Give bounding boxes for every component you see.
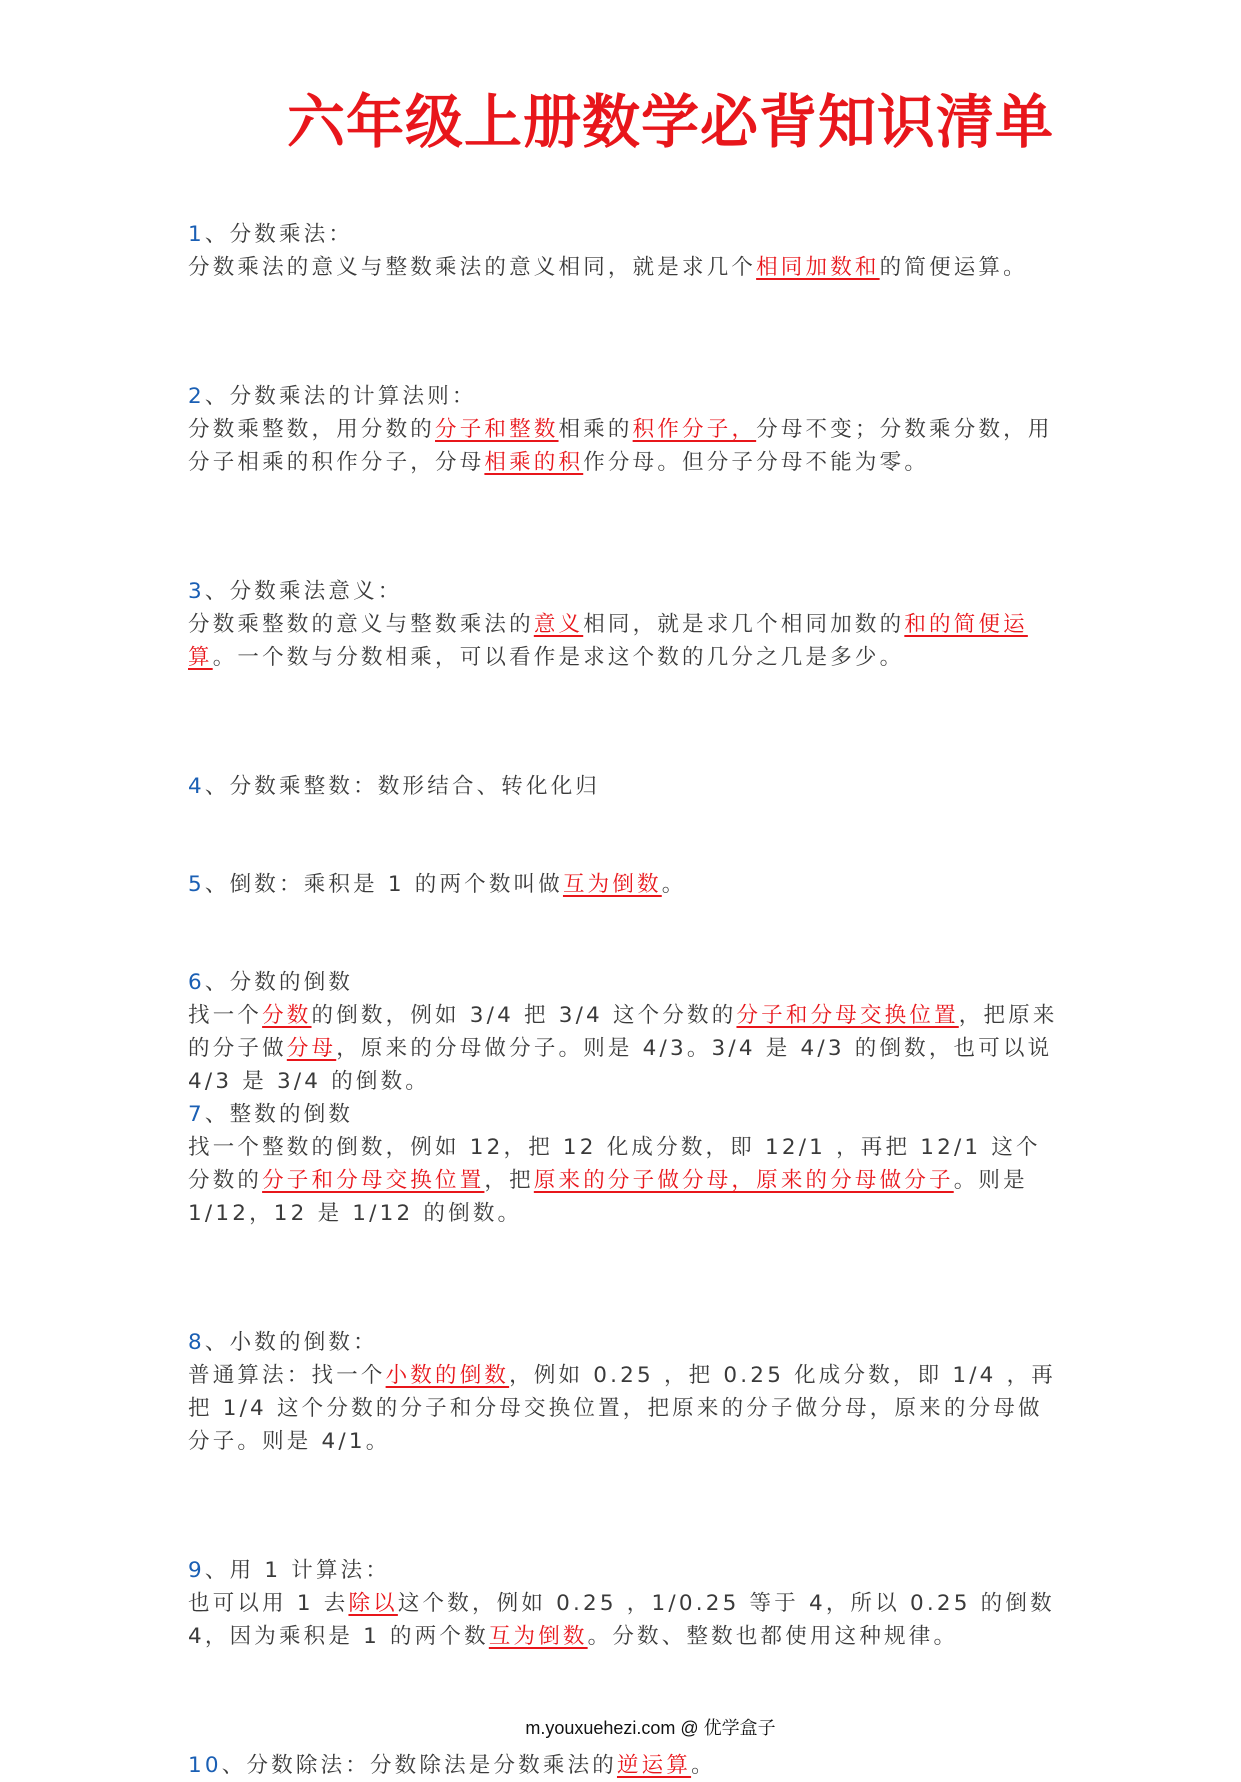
section-heading-text: 、倒数：乘积是 1 的两个数叫做 [204, 872, 563, 897]
section-body [188, 608, 1058, 674]
section-3 [188, 575, 1058, 674]
section-number: 4 [188, 774, 205, 799]
section-4 [188, 770, 1058, 803]
text-run: 的简便运算。 [879, 255, 1028, 280]
text-run: 。则是 1/12，12 是 1/12 的倒数。 [188, 1168, 1028, 1226]
section-1 [188, 218, 1058, 284]
knowledge-list [188, 218, 1058, 1782]
highlight-text: 互为倒数 [488, 1624, 588, 1649]
section-heading-text: 、小数的倒数： [204, 1330, 378, 1355]
section-number: 3 [188, 579, 205, 604]
text-run: 分母不变；分数乘分数，用分子相乘的积作分子，分母 [188, 417, 1053, 475]
text-run: 。分数、整数也都使用这种规律。 [587, 1624, 959, 1649]
section-body [188, 1587, 1058, 1653]
section-heading-text: 、用 1 计算法： [204, 1558, 391, 1583]
highlight-text: 积作分子， [632, 417, 757, 442]
text-run: 也可以用 1 去 [188, 1591, 349, 1616]
text-run: 相乘的 [558, 417, 633, 442]
text-run: 作分母。但分子分母不能为零。 [583, 450, 930, 475]
highlight-text: 分子和分母交换位置 [262, 1168, 485, 1193]
text-run: 分数乘法的意义与整数乘法的意义相同，就是求几个 [188, 255, 757, 280]
section-heading-text: 、整数的倒数 [204, 1102, 354, 1127]
footer-watermark: m.youxuehezi.com @ 优学盒子 [525, 1718, 776, 1738]
text-run: 这个数，例如 0.25 ，1/0.25 等于 4，所以 0.25 的倒数 4，因为乘积是 1 的两个数 [188, 1591, 1055, 1649]
section-heading [188, 770, 1058, 803]
section-heading-text: 、分数乘法意义： [204, 579, 403, 604]
section-heading [188, 575, 1058, 608]
text-run: 找一个整数的倒数，例如 12，把 12 化成分数，即 12/1 ，再把 12/1 这个分数的 [188, 1135, 1041, 1193]
text-run: 。 [661, 872, 687, 897]
section-number: 7 [188, 1102, 205, 1127]
highlight-text: 除以 [348, 1591, 398, 1616]
section-body [188, 999, 1058, 1098]
section-number: 10 [188, 1753, 222, 1778]
section-heading [188, 1326, 1058, 1359]
highlight-text: 原来的分子做分母，原来的分母做分子 [533, 1168, 954, 1193]
text-run: 。 [691, 1753, 716, 1778]
section-number: 6 [188, 970, 205, 995]
section-6 [188, 966, 1058, 1098]
highlight-text: 分母 [286, 1036, 337, 1061]
section-5 [188, 868, 1058, 901]
text-run: 找一个 [188, 1003, 263, 1028]
highlight-text: 互为倒数 [562, 872, 662, 897]
highlight-text: 分子和分母交换位置 [736, 1003, 959, 1028]
highlight-text: 逆运算 [616, 1753, 692, 1778]
section-9 [188, 1554, 1058, 1653]
section-heading [188, 1098, 1058, 1131]
text-run: ，例如 0.25 ，把 0.25 化成分数，即 1/4 ，再把 1/4 这个分数的分子和分母交换位置，把原来的分子做分母，原来的分母做分子。则是 4/1。 [188, 1363, 1056, 1454]
section-number: 5 [188, 872, 205, 897]
section-number: 1 [188, 222, 205, 247]
text-run: 分数乘整数，用分数的 [188, 417, 436, 442]
section-body [188, 251, 1058, 284]
section-heading-text: 、分数乘法的计算法则： [204, 384, 477, 409]
highlight-text: 小数的倒数 [385, 1363, 510, 1388]
section-heading-text: 、分数乘法： [204, 222, 354, 247]
section-heading-text: 、分数除法：分数除法是分数乘法的 [221, 1753, 617, 1778]
text-run: 。一个数与分数相乘，可以看作是求这个数的几分之几是多少。 [212, 645, 905, 670]
highlight-text: 相乘的积 [484, 450, 584, 475]
highlight-text: 相同加数和 [756, 255, 880, 280]
section-heading-text: 、分数乘整数：数形结合、转化化归 [204, 774, 601, 799]
section-number: 9 [188, 1558, 205, 1583]
highlight-text: 分数 [262, 1003, 312, 1028]
page-title: 六年级上册数学必背知识清单 [286, 88, 1054, 156]
section-heading [188, 966, 1058, 999]
text-run: 普通算法：找一个 [188, 1363, 386, 1388]
section-body [188, 1131, 1058, 1230]
section-heading [188, 218, 1058, 251]
section-body [188, 413, 1058, 479]
highlight-text: 和的简便运算 [188, 612, 1028, 670]
section-heading [188, 868, 1058, 901]
section-body [188, 1359, 1058, 1458]
text-run: ，把 [484, 1168, 534, 1193]
section-heading-text: 、分数的倒数 [204, 970, 354, 995]
section-number: 2 [188, 384, 205, 409]
section-heading [188, 380, 1058, 413]
text-run: ，原来的分母做分子。则是 4/3。3/4 是 4/3 的倒数，也可以说 4/3 是 3/4 的倒数。 [188, 1036, 1053, 1094]
text-run: 分数乘整数的意义与整数乘法的 [188, 612, 534, 637]
highlight-text: 意义 [533, 612, 584, 637]
section-8 [188, 1326, 1058, 1458]
section-2 [188, 380, 1058, 479]
text-run: ，把原来的分子做 [188, 1003, 1058, 1061]
section-7 [188, 1098, 1058, 1230]
section-heading [188, 1554, 1058, 1587]
text-run: 相同，就是求几个相同加数的 [583, 612, 905, 637]
text-run: 的倒数，例如 3/4 把 3/4 这个分数的 [311, 1003, 737, 1028]
section-number: 8 [188, 1330, 205, 1355]
highlight-text: 分子和整数 [435, 417, 559, 442]
